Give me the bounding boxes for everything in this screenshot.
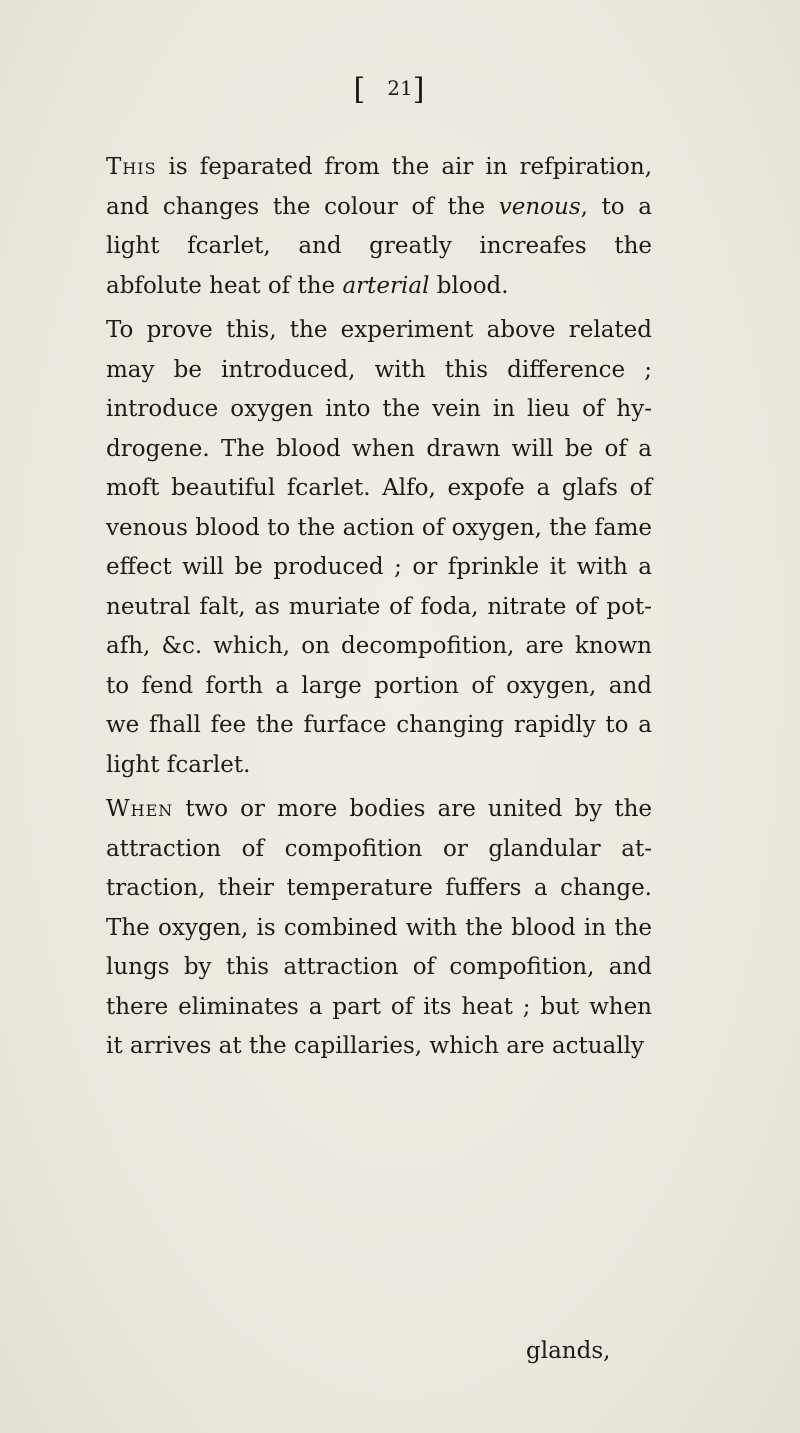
italic-word-venous: venous <box>498 193 581 220</box>
page-header <box>0 72 800 107</box>
paragraph-3 <box>106 790 652 1067</box>
paragraph-1 <box>106 148 652 306</box>
page-number: 21 <box>387 76 413 100</box>
paragraph-2 <box>106 311 652 785</box>
bracket-close: ] <box>412 72 447 107</box>
body-text <box>106 148 652 1067</box>
text-segment: To prove this, the experiment above related may be introduced, with this difference ; introduce oxygen into the vein in lieu of hydrogene. The blood when drawn will be of a moft beautiful fcarlet. Alfo, expofe a glafs of venous blood to the action of oxygen, the fame effect will be produced ; or fprinkle it with a neutral falt, as muriate of foda, nitrate of potafh, &c. which, on decompofition, are known to fend forth a large portion of oxygen, and we fhall fee the furface changing rapidly to a light fcarlet. <box>106 317 652 778</box>
paragraph-lead: When <box>106 796 174 822</box>
text-segment: is feparated from the air in refpiration, and changes the colour of the <box>106 154 652 220</box>
text-segment: , to a light fcarlet, and greatly increafes the abfolute heat of the <box>106 193 652 299</box>
paragraph-lead: This <box>106 154 157 180</box>
italic-word-arterial: arterial <box>342 272 430 299</box>
text-segment: two or more bodies are united by the attraction of compofition or glandular attraction, their temperature fuffers a change. The oxygen, is combined with the blood in the lungs by this attraction of compofition, and there eliminates a part of its heat ; but when it arrives at the capillaries, which are actually <box>106 796 652 1059</box>
text-segment: blood. <box>429 272 509 299</box>
bracket-open: [ <box>353 72 388 107</box>
catchword: glands, <box>526 1338 611 1364</box>
